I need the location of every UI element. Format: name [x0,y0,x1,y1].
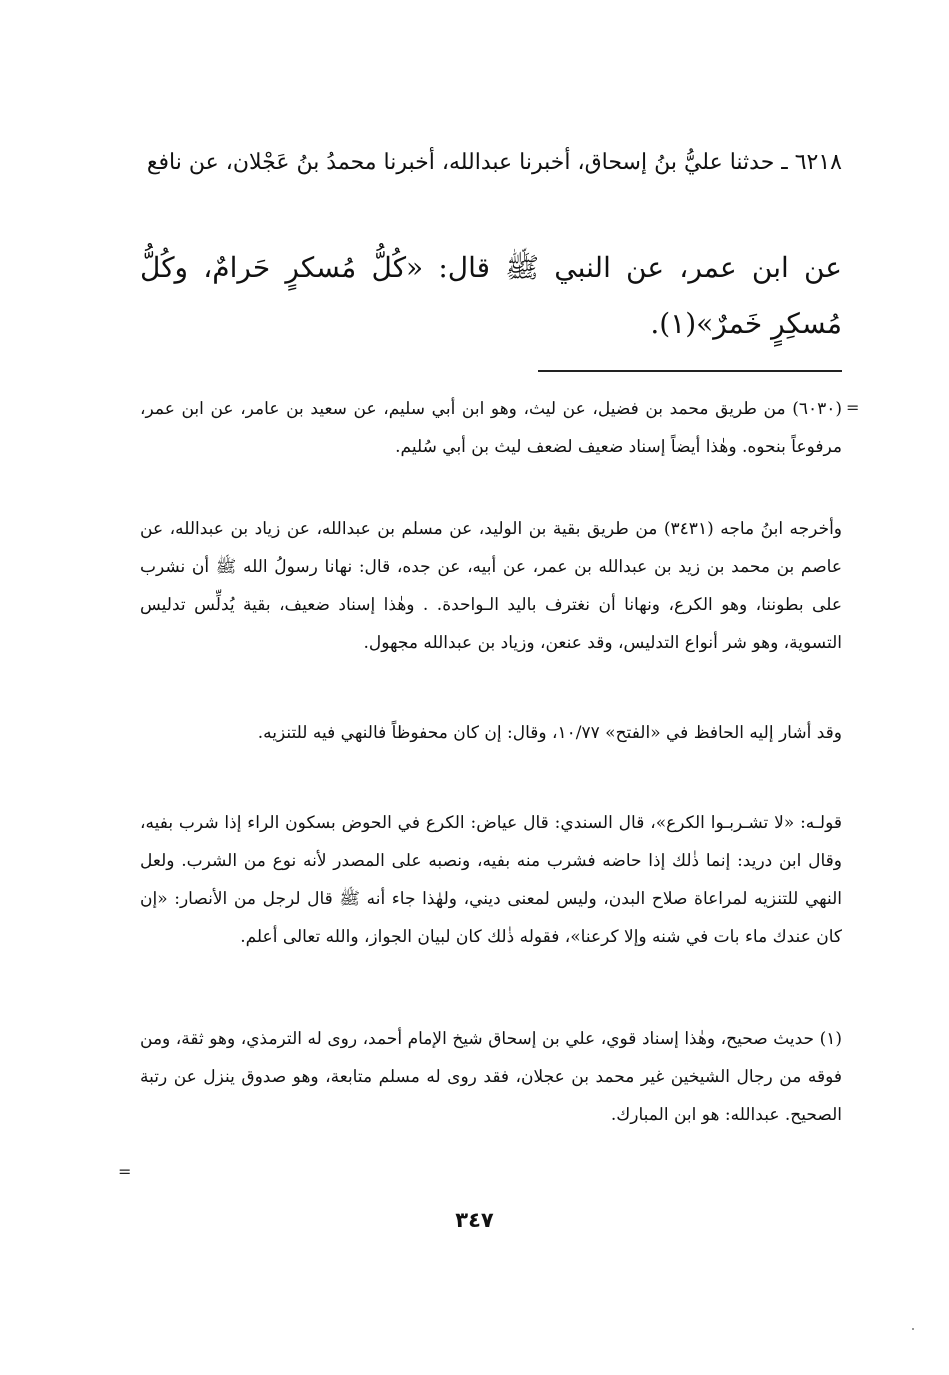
footnote-paragraph: (٦٠٣٠) من طريق محمد بن فضيل، عن ليث، وهو ابن أبي سليم، عن سعيد بن عامر، عن ابن عمر، مرفوعاً بنحوه. وهٰذا أيضاً إسناد ضعيف لضعف ليث بن أبي سُليم. [140,399,842,457]
hadith-text: عن ابن عمر، عن النبي ﷺ قال: «كُلُّ مُسكرٍ حَرامٌ، وكُلُّ مُسكِرٍ خَمرٌ»(١). [140,251,842,340]
hadith-heading: ٦٢١٨ ـ حدثنا عليُّ بنُ إسحاق، أخبرنا عبدالله، أخبرنا محمدُ بنُ عَجْلان، عن نافع [146,150,842,175]
footnote-paragraph: (١) حديث صحيح، وهٰذا إسناد قوي، علي بن إسحاق شيخ الإمام أحمد، روى له الترمذي، وهو ثقة، ومن فوقه من رجال الشيخين غير محمد بن عجلان، فقد روى له مسلم متابعة، وهو صدوق ينزل عن رتبة الصحيح. عبدالله: هو ابن المبارك. [140,1029,842,1125]
continuation-mark-top: = [846,398,860,417]
footnote-paragraph: وقد أشار إليه الحافظ في «الفتح» ١٠/٧٧، وقال: إن كان محفوظاً فالنهي فيه للتنزيه. [257,723,842,743]
page-number: ٣٤٧ [455,1208,494,1232]
scan-speck [912,1328,914,1330]
footnote-paragraph: وأخرجه ابنُ ماجه (٣٤٣١) من طريق بقية بن الوليد، عن مسلم بن عبدالله، عن زياد بن عبدالله، عن عاصم بن محمد بن زيد بن عبدالله بن عمر، عن أبيه، عن جده، قال: نهانا رسولُ الله ﷺ أن نشرب على بطوننا، وهو الكرع، ونهانا أن نغترف باليد الـواحدة. . وهٰذا إسناد ضعيف، بقية يُدلِّس تدليس التسوية، وهو شر أنواع التدليس، وقد عنعن، وزياد بن عبدالله مجهول. [140,519,843,653]
footnote-paragraph: قولـه: «لا تشـربـوا الكرع»، قال السندي: قال عياض: الكرع في الحوض بسكون الراء إذا شرب بفيه، وقال ابن دريد: إنما ذٰلك إذا حاضه فشرب منه بفيه، ونصبه على المصدر لأنه نوع من الشرب. ولعل النهي للتنزيه لمراعاة صلاح البدن، وليس لمعنى ديني، ولهٰذا جاء أنه ﷺ قال لرجل من الأنصار: «إن كان عندك ماء بات في شنه وإلا كرعنا»، فقوله ذٰلك كان لبيان الجواز، والله تعالى أعلم. [140,813,842,947]
footnote-separator [538,370,842,372]
continuation-mark-bottom: = [118,1162,132,1181]
